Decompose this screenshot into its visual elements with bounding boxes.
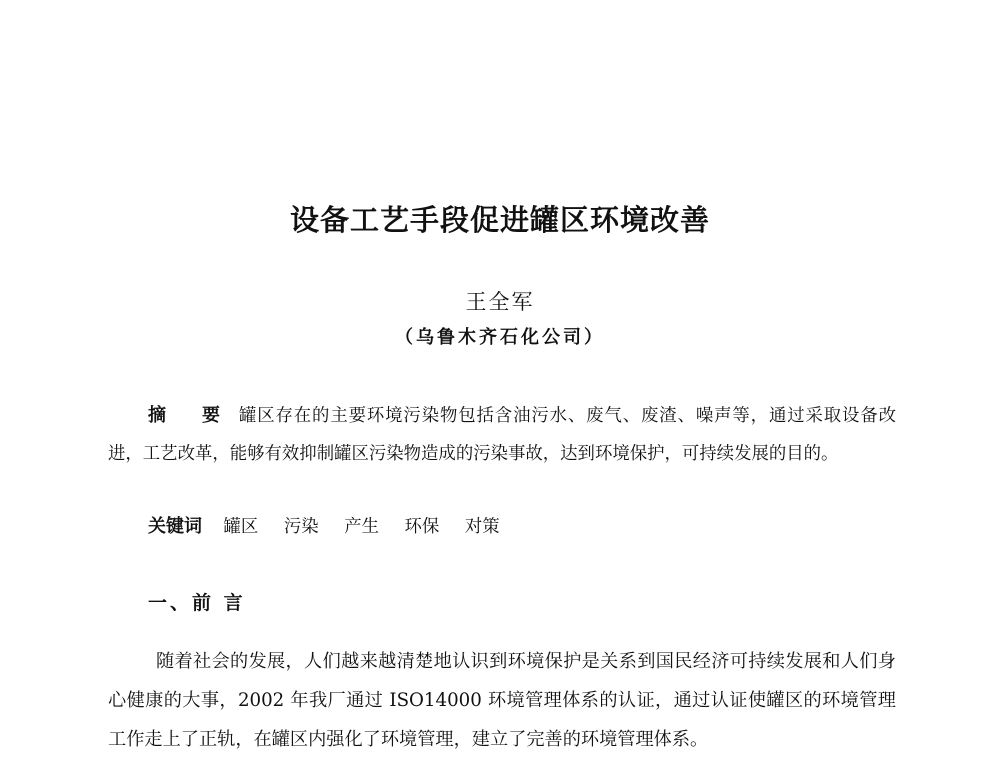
abstract-text: 罐区存在的主要环境污染物包括含油污水、废气、废渣、噪声等，通过采取设备改进，工艺改革，能够有效抑制罐区污染物造成的污染事故，达到环境保护，可持续发展的目的。 <box>108 406 896 464</box>
keyword-item: 对策 <box>464 517 500 537</box>
author-name: 王全军 <box>465 290 535 314</box>
keywords-line <box>148 512 520 538</box>
keywords-label: 关键词 <box>148 516 202 537</box>
keyword-item: 污染 <box>283 517 319 537</box>
body-paragraph: 随着社会的发展，人们越来越清楚地认识到环境保护是关系到国民经济可持续发展和人们身心健康的大事，2002 年我厂通过 ISO14000 环境管理体系的认证，通过认证使罐区的环境管理工作走上了正轨，在罐区内强化了环境管理，建立了完善的环境管理体系。 <box>108 651 896 750</box>
abstract-label: 摘 要 <box>148 405 235 426</box>
section-heading: 一、前 言 <box>148 592 246 614</box>
keyword-item: 罐区 <box>223 517 259 537</box>
keyword-item: 产生 <box>344 517 379 537</box>
author-affiliation: （乌鲁木齐石化公司） <box>395 327 605 348</box>
keyword-item: 环保 <box>404 517 440 537</box>
paper-title: 设备工艺手段促进罐区环境改善 <box>289 203 710 237</box>
abstract-paragraph <box>108 397 896 473</box>
